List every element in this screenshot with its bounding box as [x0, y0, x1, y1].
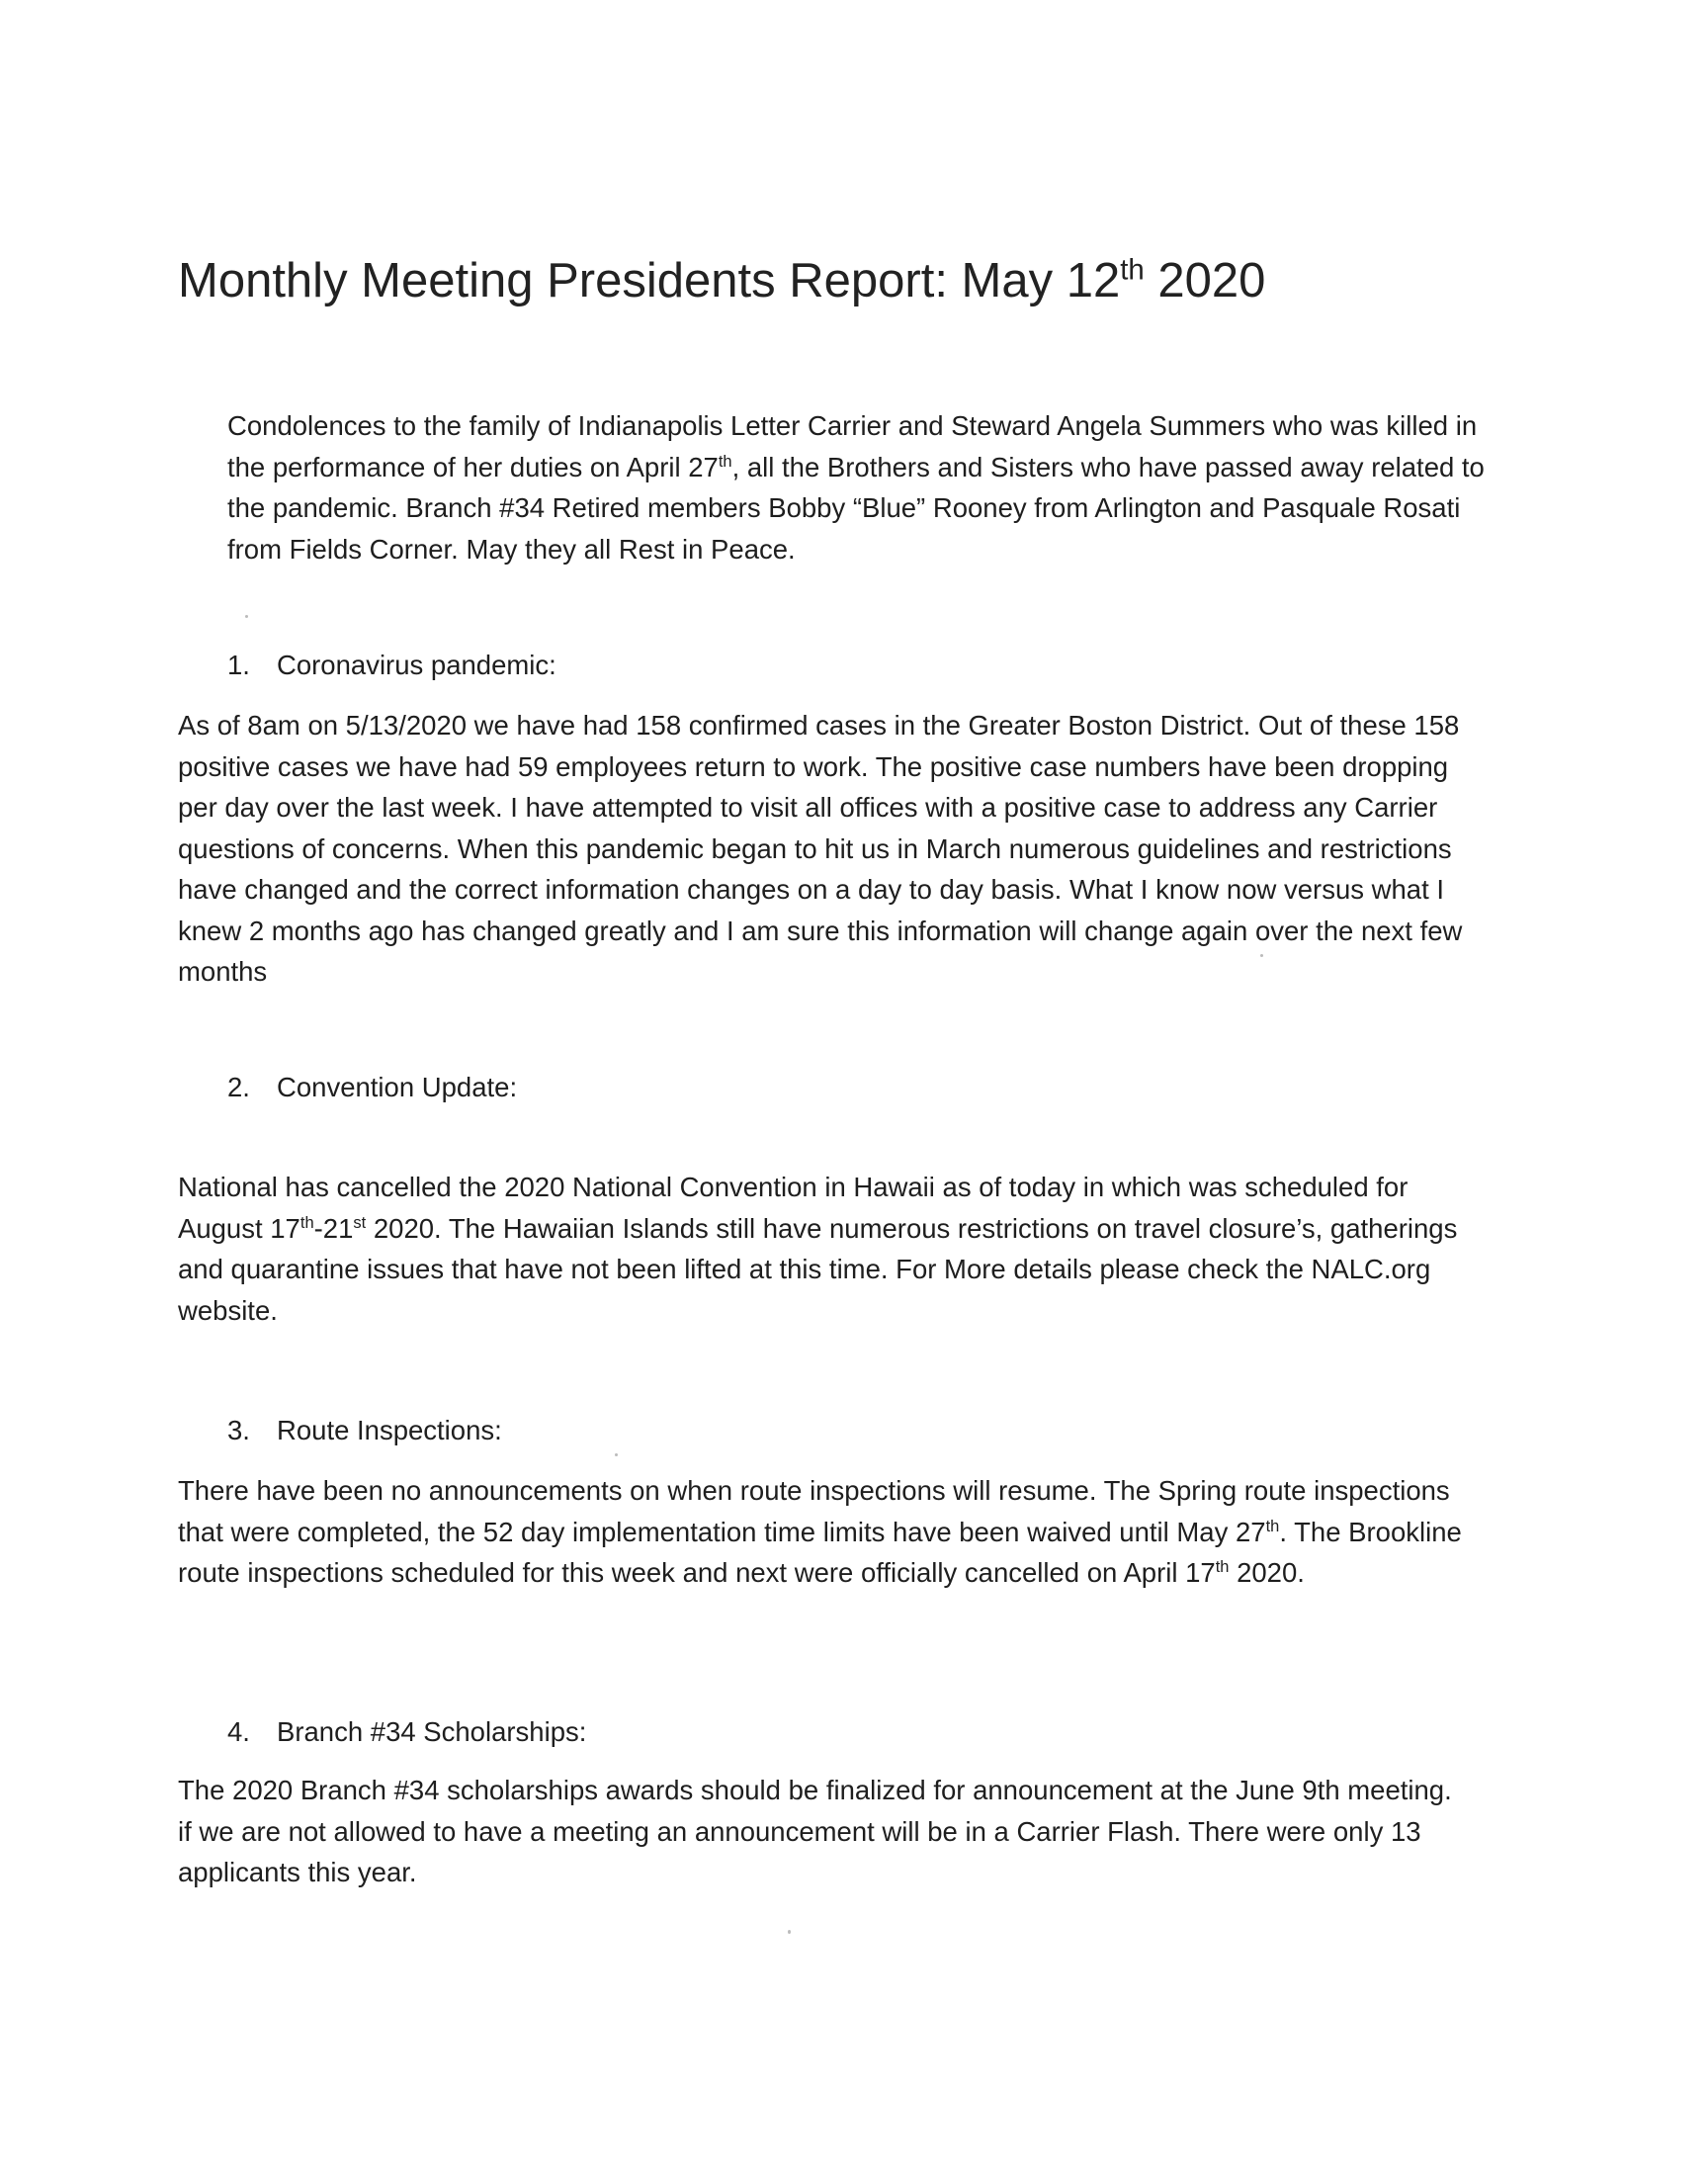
route-inspections-text-1: There have been no announcements on when route inspections will resume. The Spring route inspections that were completed, the 52 day implementation time limits have been waived until May 27 [178, 1475, 1450, 1547]
condolences-superscript: th [718, 452, 732, 471]
section-heading-route-inspections [227, 1411, 502, 1450]
section-heading-text: Route Inspections: [277, 1415, 502, 1445]
section-number: 2. [227, 1072, 250, 1102]
section-heading-text: Branch #34 Scholarships: [277, 1716, 587, 1747]
section-heading-coronavirus [227, 646, 556, 685]
route-inspections-text-2: . The Brookline route inspections scheduled for this week and next were officially cancelled on April 17 [178, 1516, 1462, 1588]
condolences-text-2: , all the Brothers and Sisters who have passed away related to the pandemic. Branch #34 Retired members Bobby “Blue” Rooney from Arlington and Pasquale Rosati from Fields Corner. May they all Rest in Peace. [227, 451, 1485, 565]
route-inspections-superscript-2: th [1215, 1557, 1230, 1576]
section-number: 3. [227, 1415, 250, 1445]
page-title [178, 251, 1265, 310]
scan-speck [615, 1453, 618, 1456]
section-heading-convention [227, 1068, 517, 1107]
section-heading-text: Coronavirus pandemic: [277, 650, 556, 680]
title-superscript: th [1120, 253, 1145, 287]
convention-text-2: -21 [313, 1212, 354, 1244]
scholarships-text: The 2020 Branch #34 scholarships awards should be finalized for announcement at the June 9th meeting. if we are not allowed to have a meeting an announcement will be in a Carrier Flash. There were only 13 applicants this year. [178, 1775, 1452, 1887]
title-year: 2020 [1144, 254, 1266, 307]
section-number: 4. [227, 1716, 250, 1747]
scan-speck [245, 615, 248, 618]
route-inspections-superscript-1: th [1265, 1517, 1280, 1535]
section-heading-text: Convention Update: [277, 1072, 518, 1102]
condolences-text-1: Condolences to the family of Indianapolis Letter Carrier and Steward Angela Summers who was killed in the performance of her duties on April 27 [227, 410, 1478, 482]
convention-superscript-1: th [299, 1213, 314, 1232]
convention-text-1: National has cancelled the 2020 National Convention in Hawaii as of today in which was scheduled for August 17 [178, 1172, 1409, 1244]
scan-speck [1260, 954, 1263, 957]
section-heading-scholarships [227, 1712, 586, 1752]
section-number: 1. [227, 650, 250, 680]
scan-speck [788, 1930, 791, 1934]
title-text: Monthly Meeting Presidents Report: May 12 [178, 254, 1121, 307]
convention-text-3: 2020. The Hawaiian Islands still have numerous restrictions on travel closure’s, gatherings and quarantine issues that have not been lifted at this time. For More details please check the NALC.org website. [178, 1212, 1458, 1326]
scholarships-paragraph [178, 1770, 1463, 1893]
convention-superscript-2: st [353, 1213, 367, 1232]
route-inspections-text-3: 2020. [1229, 1557, 1305, 1588]
route-inspections-paragraph [178, 1470, 1463, 1594]
coronavirus-paragraph [178, 705, 1463, 993]
condolences-paragraph [227, 405, 1493, 569]
coronavirus-text: As of 8am on 5/13/2020 we have had 158 confirmed cases in the Greater Boston District. Out of these 158 positive cases we have had 59 employees return to work. The positive case numbers have been dropping per day over the last week. I have attempted to visit all offices with a positive case to address any Carrier questions of concerns. When this pandemic began to hit us in March numerous guidelines and restrictions have changed and the correct information changes on a day to day basis. What I know now versus what I knew 2 months ago has changed greatly and I am sure this information will change again over the next few months [178, 710, 1463, 987]
convention-paragraph [178, 1167, 1463, 1331]
